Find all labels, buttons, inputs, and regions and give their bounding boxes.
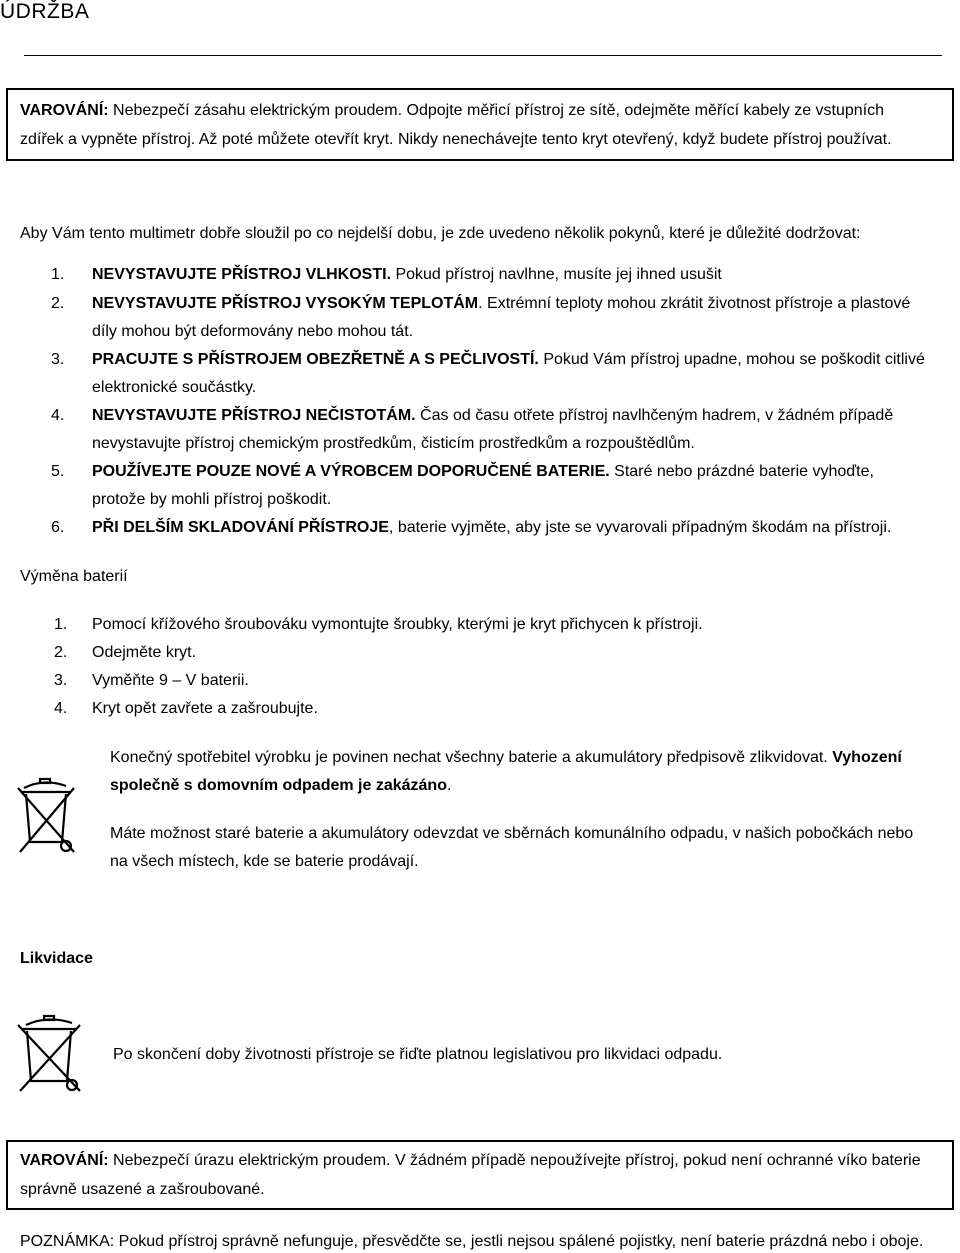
battery-collection-line1: Máte možnost staré baterie a akumulátory odevzdat ve sběrnách komunálního odpadu, v našich pobočkách nebo — [110, 825, 914, 842]
warning-box-electric-shock: VAROVÁNÍ: Nebezpečí zásahu elektrickým proudem. Odpojte měřicí přístroj ze sítě, odejměte měřící kabely ze vstupních zdířek a vypněte přístroj. Až poté můžete otevřít kryt. Nikdy nenechávejte tento kryt otevřený, když budete přístroj používat. — [6, 88, 954, 161]
title-divider — [24, 55, 942, 56]
page-title: ÚDRŽBA — [0, 0, 90, 23]
battery-collection-line2: na všech místech, kde se baterie prodávají. — [110, 853, 419, 870]
disposal-text: Po skončení doby životnosti přístroje se řiďte platnou legislativou pro likvidaci odpadu. — [113, 1046, 723, 1063]
note-text: POZNÁMKA: Pokud přístroj správně nefunguje, přesvědčte se, jestli nejsou spálené pojistky, není baterie prázdná nebo i oboje. — [20, 1233, 924, 1250]
warning-label: VAROVÁNÍ: — [20, 102, 109, 119]
crossed-bin-icon — [14, 776, 80, 856]
battery-notice-line1: Konečný spotřebitel výrobku je povinen nechat všechny baterie a akumulátory předpisově zlikvidovat. Vyhození — [110, 749, 902, 766]
battery-notice-line2: společně s domovním odpadem je zakázáno. — [110, 777, 452, 794]
battery-heading: Výměna baterií — [20, 568, 128, 585]
disposal-heading: Likvidace — [20, 950, 93, 967]
warning-box-battery-cover: VAROVÁNÍ: Nebezpečí úrazu elektrickým proudem. V žádném případě nepoužívejte přístroj, pokud není ochranné víko baterie správně usazené a zašroubované. — [6, 1140, 954, 1210]
warning-label: VAROVÁNÍ: — [20, 1152, 109, 1169]
intro-text: Aby Vám tento multimetr dobře sloužil po co nejdelší dobu, je zde uvedeno několik pokynů, které je důležité dodržovat: — [20, 225, 861, 242]
crossed-bin-icon — [14, 1013, 86, 1095]
